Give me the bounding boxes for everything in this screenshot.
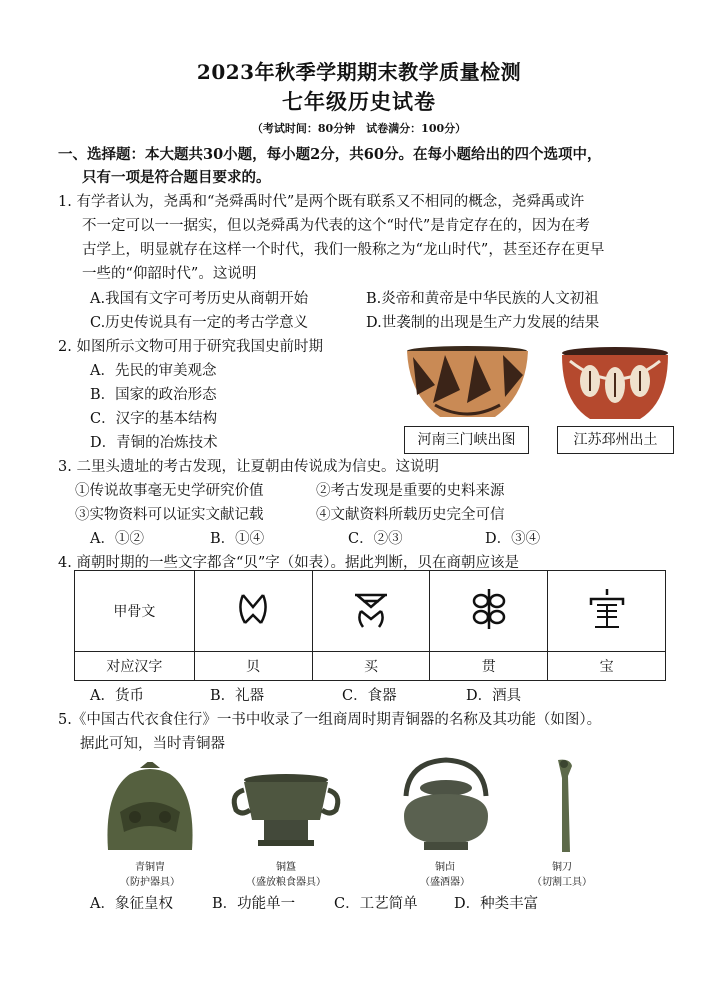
oracle-glyph-mai xyxy=(312,571,430,652)
oracle-glyph-guan xyxy=(430,571,548,652)
bronze-gui-image xyxy=(230,770,342,854)
q5-option-b[interactable]: B．功能单一 xyxy=(212,896,296,912)
row-label-chinese: 对应汉字 xyxy=(75,652,195,681)
artifact-1-name: 青铜胄 xyxy=(135,862,165,873)
q3-statement-3: ③实物资料可以证实文献记载 xyxy=(75,507,264,523)
q1-stem-line1: 1. 有学者认为，尧禹和“尧舜禹时代”是两个既有联系又不相同的概念，尧舜禹或许 xyxy=(58,194,585,210)
q2-caption-right: 江苏邳州出土 xyxy=(557,426,674,454)
bronze-you-image xyxy=(394,756,498,856)
q1-option-d[interactable]: D.世袭制的出现是生产力发展的结果 xyxy=(366,315,600,331)
artifact-2-use: （盛放粮食器具） xyxy=(246,877,326,888)
exam-title: 2023年秋季学期期末教学质量检测 xyxy=(196,60,522,84)
q4-option-a[interactable]: A．货币 xyxy=(90,688,144,704)
oracle-glyph-bei xyxy=(194,571,312,652)
artifact-1-use: （防护器具） xyxy=(120,877,180,888)
q5-option-d[interactable]: D．种类丰富 xyxy=(454,896,539,912)
q2-option-b[interactable]: B．国家的政治形态 xyxy=(90,387,217,403)
q2-caption-left: 河南三门峡出图 xyxy=(404,426,529,454)
q3-stem: 3. 二里头遗址的考古发现，让夏朝由传说成为信史。这说明 xyxy=(58,459,439,475)
q3-option-a[interactable]: A．①② xyxy=(90,531,144,547)
exam-subtitle: 七年级历史试卷 xyxy=(282,89,436,114)
table-row-oracle xyxy=(75,571,666,652)
q3-statement-4: ④文献资料所载历史完全可信 xyxy=(316,507,505,523)
painted-pottery-bowl-pizhou-image xyxy=(560,347,670,427)
q5-stem-line2: 据此可知，当时青铜器 xyxy=(80,736,225,752)
q3-option-c[interactable]: C．②③ xyxy=(348,531,403,547)
q4-option-d[interactable]: D．酒具 xyxy=(466,688,522,704)
q3-option-b[interactable]: B．①④ xyxy=(210,531,265,547)
q1-stem-line2: 不一定可以一一据实，但以尧舜禹为代表的这个“时代”是肯定存在的，因为在考 xyxy=(82,218,590,234)
q1-stem-line3: 古学上，明显就存在这样一个时代，我们一般称之为“龙山时代”，甚至还存在更早 xyxy=(82,242,605,258)
artifact-4-use: （切割工具） xyxy=(532,877,592,888)
q2-option-a[interactable]: A．先民的审美观念 xyxy=(90,363,217,379)
section-heading-line1: 一、选择题：本大题共30小题，每小题2分，共60分。在每小题给出的四个选项中， xyxy=(58,146,602,163)
q3-statement-2: ②考古发现是重要的史料来源 xyxy=(316,483,505,499)
q3-statement-1: ①传说故事毫无史学研究价值 xyxy=(75,483,264,499)
char-guan: 贯 xyxy=(430,652,548,681)
row-label-oracle: 甲骨文 xyxy=(75,571,195,652)
oracle-glyph-bao xyxy=(548,571,666,652)
artifact-4-name: 铜刀 xyxy=(552,862,572,873)
q4-option-b[interactable]: B．礼器 xyxy=(210,688,265,704)
char-bei: 贝 xyxy=(194,652,312,681)
artifact-2-name: 铜簋 xyxy=(276,862,296,873)
q5-option-a[interactable]: A．象征皇权 xyxy=(90,896,173,912)
char-mai: 买 xyxy=(312,652,430,681)
painted-pottery-bowl-sanmenxia-image xyxy=(405,345,530,425)
exam-time-note: （考试时间：80分钟 试卷满分：100分） xyxy=(251,122,467,135)
bronze-helmet-image xyxy=(100,762,200,854)
table-row-chinese xyxy=(75,652,666,681)
artifact-3-use: （盛酒器） xyxy=(420,877,470,888)
q5-stem-line1: 5.《中国古代衣食住行》一书中收录了一组商周时期青铜器的名称及其功能（如图）。 xyxy=(58,712,602,728)
oracle-bone-table xyxy=(74,570,666,681)
q4-stem: 4. 商朝时期的一些文字都含“贝”字（如表）。据此判断，贝在商朝应该是 xyxy=(58,555,520,571)
q3-option-d[interactable]: D．③④ xyxy=(485,531,541,547)
q2-option-c[interactable]: C．汉字的基本结构 xyxy=(90,411,218,427)
q1-option-b[interactable]: B.炎帝和黄帝是中华民族的人文初祖 xyxy=(366,291,599,307)
char-bao: 宝 xyxy=(548,652,666,681)
q1-stem-line4: 一些的“仰韶时代”。这说明 xyxy=(82,266,257,282)
q2-option-d[interactable]: D．青铜的冶炼技术 xyxy=(90,435,218,451)
bronze-knife-image xyxy=(550,756,584,856)
q1-option-c[interactable]: C.历史传说具有一定的考古学意义 xyxy=(90,315,309,331)
q4-option-c[interactable]: C．食器 xyxy=(342,688,397,704)
q1-option-a[interactable]: A.我国有文字可考历史从商朝开始 xyxy=(90,291,309,307)
q2-stem: 2. 如图所示文物可用于研究我国史前时期 xyxy=(58,339,323,355)
q5-option-c[interactable]: C．工艺简单 xyxy=(334,896,418,912)
artifact-3-name: 铜卣 xyxy=(435,862,455,873)
section-heading-line2: 只有一项是符合题目要求的。 xyxy=(82,169,271,186)
